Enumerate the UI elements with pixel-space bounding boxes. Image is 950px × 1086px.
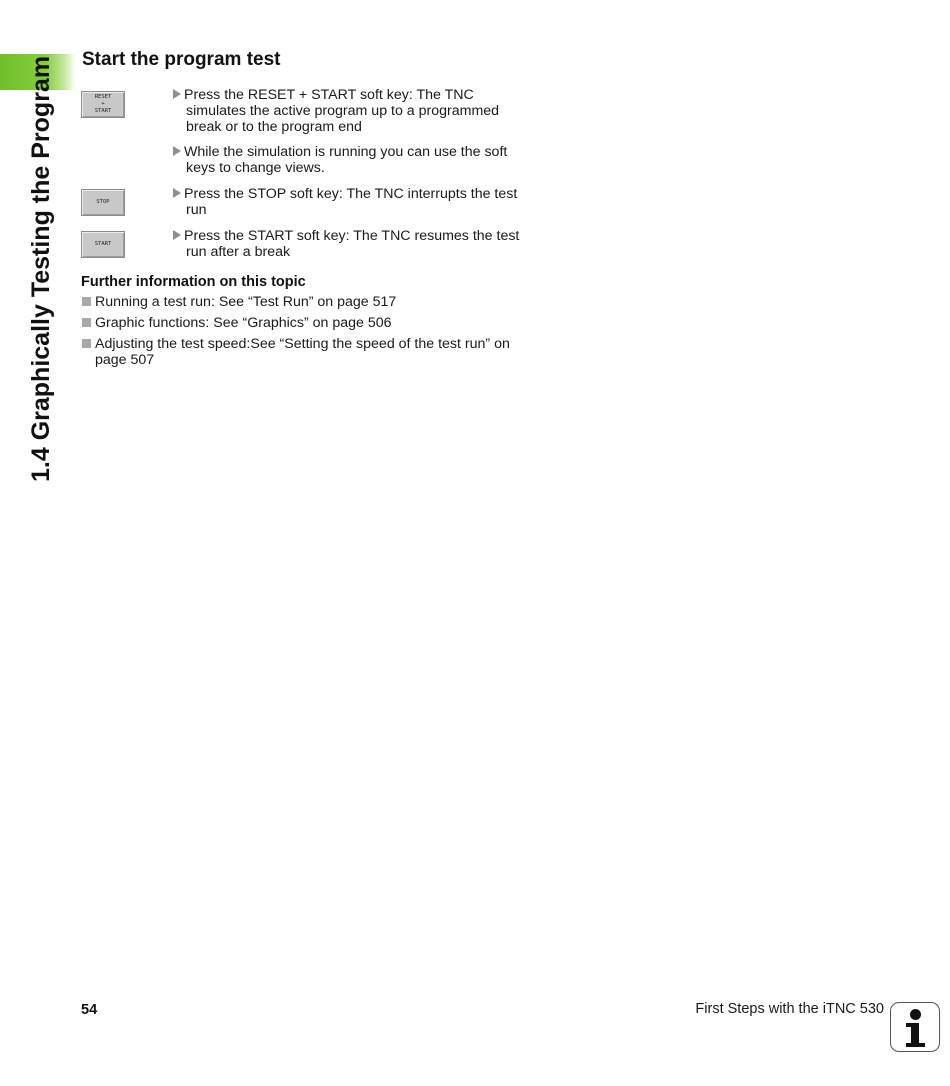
softkey-label-line3: START — [94, 108, 112, 114]
step-stop — [172, 186, 532, 218]
bullet-square-icon — [82, 297, 91, 306]
softkey-label-line1: RESET — [94, 94, 112, 100]
reset-start-softkey[interactable] — [81, 91, 125, 118]
further-info-item — [82, 336, 532, 368]
start-softkey[interactable] — [81, 231, 125, 258]
step-change-views — [172, 144, 532, 176]
page-number: 54 — [81, 1002, 98, 1018]
info-icon[interactable] — [890, 1002, 940, 1052]
softkey-label: STOP — [96, 199, 110, 205]
bullet-square-icon — [82, 339, 91, 348]
step-start — [172, 228, 532, 260]
further-info-item — [82, 315, 532, 331]
arrow-right-icon — [173, 188, 181, 198]
softkey-label-line2: + — [101, 101, 105, 107]
further-info-link[interactable]: Adjusting the test speed:See “Setting the speed of the test run” on page 507 — [95, 336, 510, 368]
step-text: Press the STOP soft key: The TNC interrupts the test run — [184, 186, 518, 218]
chapter-title: 1.4 Graphically Testing the Program — [27, 55, 55, 482]
step-text: Press the START soft key: The TNC resumes the test run after a break — [184, 228, 520, 260]
footer-title: First Steps with the iTNC 530 — [695, 1001, 884, 1017]
info-icon-dot — [910, 1009, 921, 1020]
further-info-link[interactable]: Graphic functions: See “Graphics” on page 506 — [95, 315, 392, 331]
info-icon-cap — [906, 1023, 914, 1027]
further-info-heading: Further information on this topic — [81, 274, 306, 290]
further-info-item — [82, 294, 532, 310]
arrow-right-icon — [173, 230, 181, 240]
section-title: Start the program test — [82, 49, 281, 70]
step-text: Press the RESET + START soft key: The TNC simulates the active program up to a programmed break or to the program end — [184, 87, 500, 135]
softkey-label: START — [94, 241, 112, 247]
bullet-square-icon — [82, 318, 91, 327]
step-text: While the simulation is running you can use the soft keys to change views. — [184, 144, 508, 176]
further-info-link[interactable]: Running a test run: See “Test Run” on page 517 — [95, 294, 397, 310]
step-reset-start — [172, 87, 532, 135]
arrow-right-icon — [173, 146, 181, 156]
arrow-right-icon — [173, 89, 181, 99]
stop-softkey[interactable] — [81, 189, 125, 216]
